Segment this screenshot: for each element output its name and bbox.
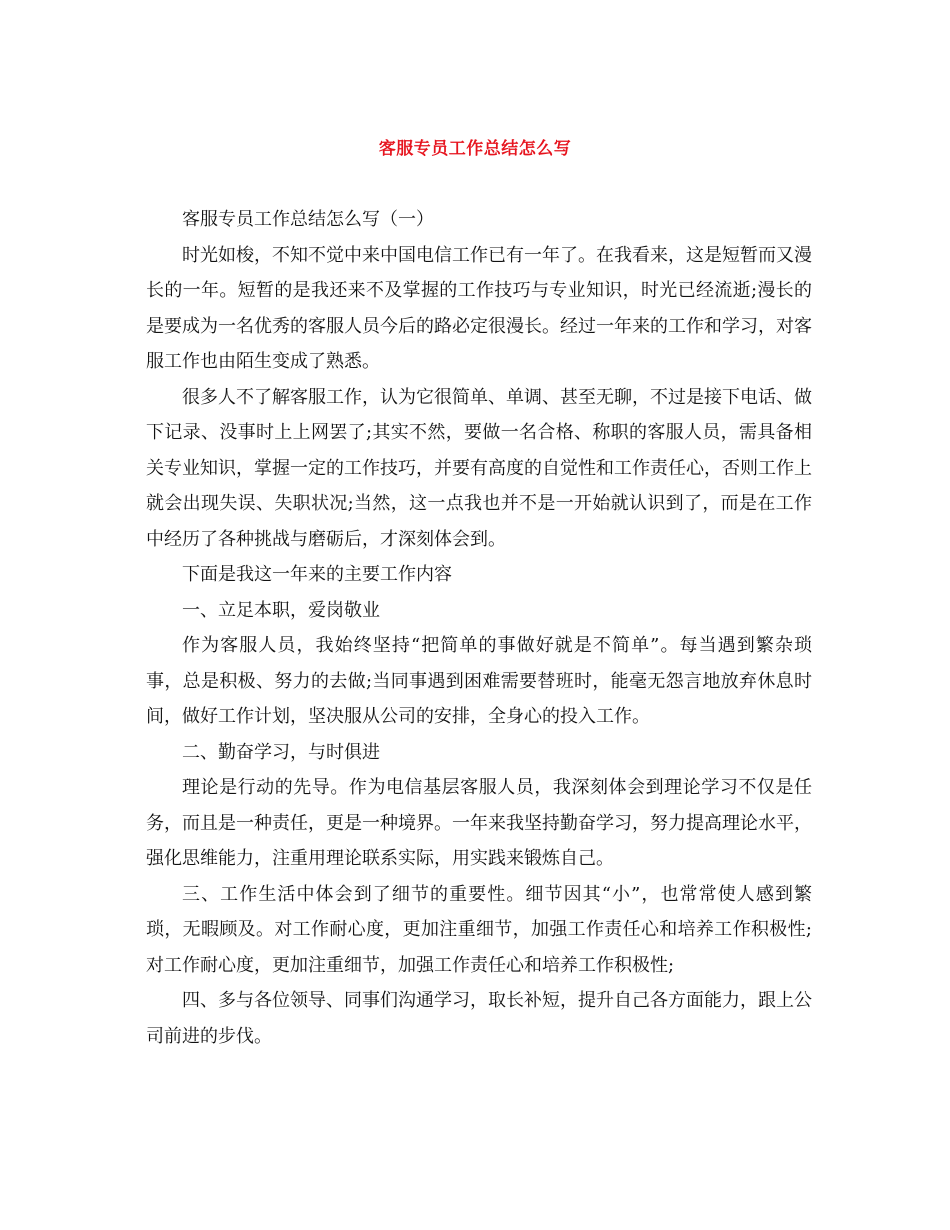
paragraph: 四、多与各位领导、同事们沟通学习，取长补短，提升自己各方面能力，跟上公司前进的步伐。 xyxy=(146,990,812,1047)
paragraph: 理论是行动的先导。作为电信基层客服人员，我深刻体会到理论学习不仅是任务，而且是一种责任，更是一种境界。一年来我坚持勤奋学习，努力提高理论水平，强化思维能力，注重用理论联系实际，用实践来锻炼自己。 xyxy=(146,777,812,869)
section-heading: 一、立足本职，爱岗敬业 xyxy=(182,599,380,621)
paragraph: 时光如梭，不知不觉中来中国电信工作已有一年了。在我看来，这是短暂而又漫长的一年。短暂的是我还来不及掌握的工作技巧与专业知识，时光已经流逝;漫长的是要成为一名优秀的客服人员今后的路必定很漫长。经过一年来的工作和学习，对客服工作也由陌生变成了熟悉。 xyxy=(146,244,812,372)
paragraph: 三、工作生活中体会到了细节的重要性。细节因其“小”，也常常使人感到繁琐，无暇顾及。对工作耐心度，更加注重细节，加强工作责任心和培养工作积极性;对工作耐心度，更加注重细节，加强工作责任心和培养工作积极性; xyxy=(146,883,812,976)
paragraph: 下面是我这一年来的主要工作内容 xyxy=(182,564,452,585)
paragraph-subtitle: 客服专员工作总结怎么写（一） xyxy=(182,209,434,230)
paragraph: 作为客服人员，我始终坚持“把简单的事做好就是不简单”。每当遇到繁杂琐事，总是积极、努力的去做;当同事遇到困难需要替班时，能毫无怨言地放弃休息时间，做好工作计划，坚决服从公司的安排，全身心的投入工作。 xyxy=(146,635,812,727)
document-body xyxy=(146,202,812,1054)
document-title: 客服专员工作总结怎么写 xyxy=(378,139,572,159)
section-heading: 二、勤奋学习，与时俱进 xyxy=(182,741,380,763)
paragraph: 很多人不了解客服工作，认为它很简单、单调、甚至无聊，不过是接下电话、做下记录、没事时上上网罢了;其实不然，要做一名合格、称职的客服人员，需具备相关专业知识，掌握一定的工作技巧，并要有高度的自觉性和工作责任心，否则工作上就会出现失误、失职状况;当然，这一点我也并不是一开始就认识到了，而是在工作中经历了各种挑战与磨砺后，才深刻体会到。 xyxy=(146,386,812,550)
